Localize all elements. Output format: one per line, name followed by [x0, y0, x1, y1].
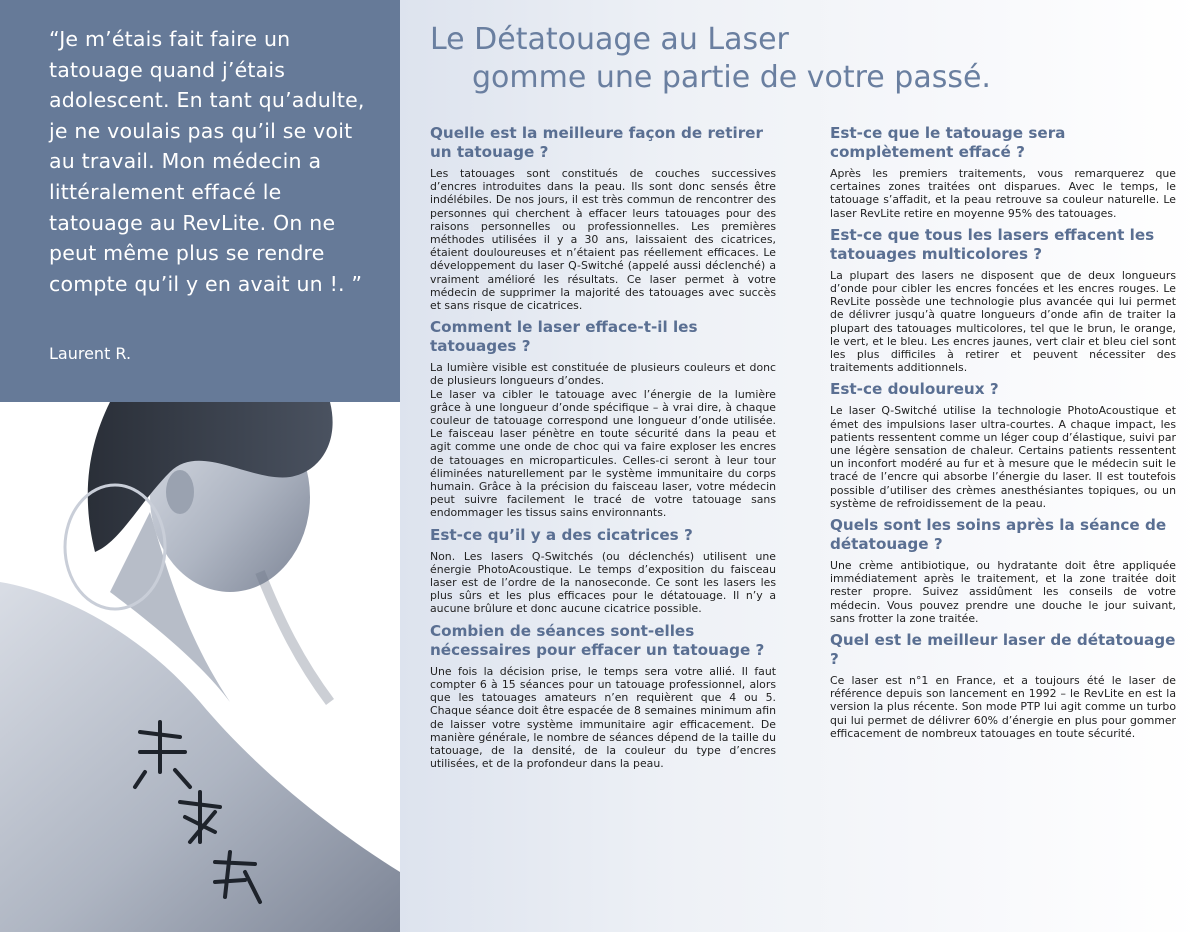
faq-paragraph: La plupart des lasers ne disposent que de deux longueurs d’onde pour cibler les encres foncées et les encres rouges. Le RevLite possède une technologie plus avancée qui lui permet de délivrer jusqu’à quatre longueurs d’onde afin de traiter la plupart des tatouages multicolores, tel que le brun, le orange, le vert, et le bleu. Les encres jaunes, vert clair et bleu ciel sont les plus difficiles à retirer et peuvent nécessiter des traitements additionnels.	[830, 268, 1176, 375]
page-title-line-1: Le Détatouage au Laser	[430, 22, 789, 57]
faq-section	[830, 124, 1176, 220]
faq-heading: Est-ce que tous les lasers effacent les tatouages multicolores ?	[830, 225, 1155, 263]
faq-heading: Quels sont les soins après la séance de détatouage ?	[830, 516, 1167, 554]
faq-paragraph: La lumière visible est constituée de plusieurs couleurs et donc de plusieurs longueurs d’ondes.	[430, 361, 776, 388]
faq-paragraph: Une crème antibiotique, ou hydratante doit être appliquée immédiatement après le traitement, et la zone traitée doit rester propre. Suivez assidûment les conseils de votre médecin. Vous pouvez prendre une douche le jour suivant, sans frotter la zone traitée.	[830, 559, 1176, 625]
faq-paragraph: Le laser Q-Switché utilise la technologie PhotoAcoustique et émet des impulsions laser ultra-courtes. A chaque impact, les patients ressentent comme un léger coup d’élastique, suivi par une légère sensation de chaleur. Certains patients ressentent un inconfort modéré au fur et à mesure que le médecin suit le tracé de l’encre qui absorbe l’énergie du laser. Il est toutefois possible d’utiliser des crèmes anesthésiantes topiques, ou un système de refroidissement de la peau.	[830, 404, 1176, 510]
faq-paragraph: Le laser va cibler le tatouage avec l’énergie de la lumière grâce à une longueur d’onde spécifique – à vrai dire, à chaque couleur de tatouage correspond une longueur d’onde utilisée. Le faisceau laser pénètre en toute sécurité dans la peau et agit comme une onde de choc qui va faire exploser les encres de tatouages en microparticules. Celles-ci seront à leur tour éliminées naturellement par le système immunitaire du corps humain. Grâce à la précision du faisceau laser, votre médecin peut suivre facilement le tracé de votre tatouage sans endommager les tissus sains environnants.	[430, 387, 776, 520]
faq-paragraph: Après les premiers traitements, vous remarquerez que certaines zones traitées ont disparues. Avec le temps, le tatouage s’affadit, et la peau retrouve sa couleur naturelle. Le laser RevLite retire en moyenne 95% des tatouages.	[830, 167, 1176, 220]
faq-paragraph: Non. Les lasers Q-Switchés (ou déclenchés) utilisent une énergie PhotoAcoustique. Le temps d’exposition du faisceau laser est de l’ordre de la nanoseconde. Ce sont les lasers les plus sûrs et les plus efficaces pour le détatouage. Il n’y a aucune brûlure et donc aucune cicatrice possible.	[430, 549, 776, 616]
faq-section	[830, 516, 1176, 625]
testimonial-author: Laurent R.	[49, 344, 132, 363]
page-title-line-2: gomme une partie de votre passé.	[472, 60, 991, 95]
woman-back-tattoo-illustration	[0, 402, 400, 932]
left-panel	[0, 0, 400, 932]
faq-paragraph: Ce laser est n°1 en France, et a toujours été le laser de référence depuis son lancement en 1992 – le RevLite en est la version la plus récente. Son mode PTP lui agit comme un turbo qui lui permet de délivrer 60% d’énergie en plus pour gommer efficacement de nombreux tatouages en toute sécurité.	[830, 674, 1176, 740]
faq-heading: Comment le laser efface-t-il les tatouages ?	[430, 318, 698, 356]
faq-heading: Combien de séances sont-elles nécessaires pour effacer un tatouage ?	[430, 621, 765, 659]
faq-heading: Est-ce qu’il y a des cicatrices ?	[430, 525, 693, 544]
faq-section	[430, 622, 776, 771]
testimonial-quote: “Je m’étais fait faire un tatouage quand j’étais adolescent. En tant qu’adulte, je ne voulais pas qu’il se voit au travail. Mon médecin a littéralement effacé le tatouage au RevLite. On ne peut même plus se rendre compte qu’il y en avait un !. ”	[49, 27, 365, 296]
faq-heading: Quelle est la meilleure façon de retirer un tatouage ?	[430, 124, 763, 161]
faq-heading: Est-ce douloureux ?	[830, 380, 999, 399]
faq-section	[830, 226, 1176, 375]
right-panel	[400, 0, 1200, 932]
faq-section	[430, 318, 776, 519]
faq-section	[430, 526, 776, 616]
faq-column-2	[830, 124, 1176, 746]
faq-paragraph: Les tatouages sont constitués de couches successives d’encres introduites dans la peau. Ils sont donc sensés être indélébiles. De nos jours, il est très commun de rencontrer des personnes qui cherchent à effacer leurs tatouages pour des raisons personnelles ou professionnelles. Les premières méthodes utilisées il y a 30 ans, laissaient des cicatrices, étaient douloureuses et n’étaient pas réellement efficaces. Le développement du laser Q-Switché (appelé aussi déclenché) a vraiment amélioré les résultats. Ce laser permet à votre médecin de supprimer la majorité des tatouages avec succès et sans risque de cicatrices.	[430, 167, 776, 313]
faq-paragraph: Une fois la décision prise, le temps sera votre allié. Il faut compter 6 à 15 séances pour un tatouage professionnel, alors que les tatouages amateurs n’en requièrent que 4 ou 5. Chaque séance doit être espacée de 8 semaines minimum afin de laisser votre système immunitaire agir efficacement. De manière générale, le nombre de séances dépend de la taille du tatouage, de la densité, de la couleur du type d’encres utilisées, et de la profondeur dans la peau.	[430, 664, 776, 771]
faq-section	[830, 631, 1176, 740]
faq-heading: Est-ce que le tatouage sera complètement effacé ?	[830, 124, 1066, 161]
faq-heading: Quel est le meilleur laser de détatouage ?	[830, 631, 1176, 669]
quote-panel	[0, 0, 400, 402]
tattoo-photo	[0, 402, 400, 932]
faq-column-1	[430, 124, 776, 776]
faq-section	[830, 380, 1176, 510]
faq-section	[430, 124, 776, 312]
